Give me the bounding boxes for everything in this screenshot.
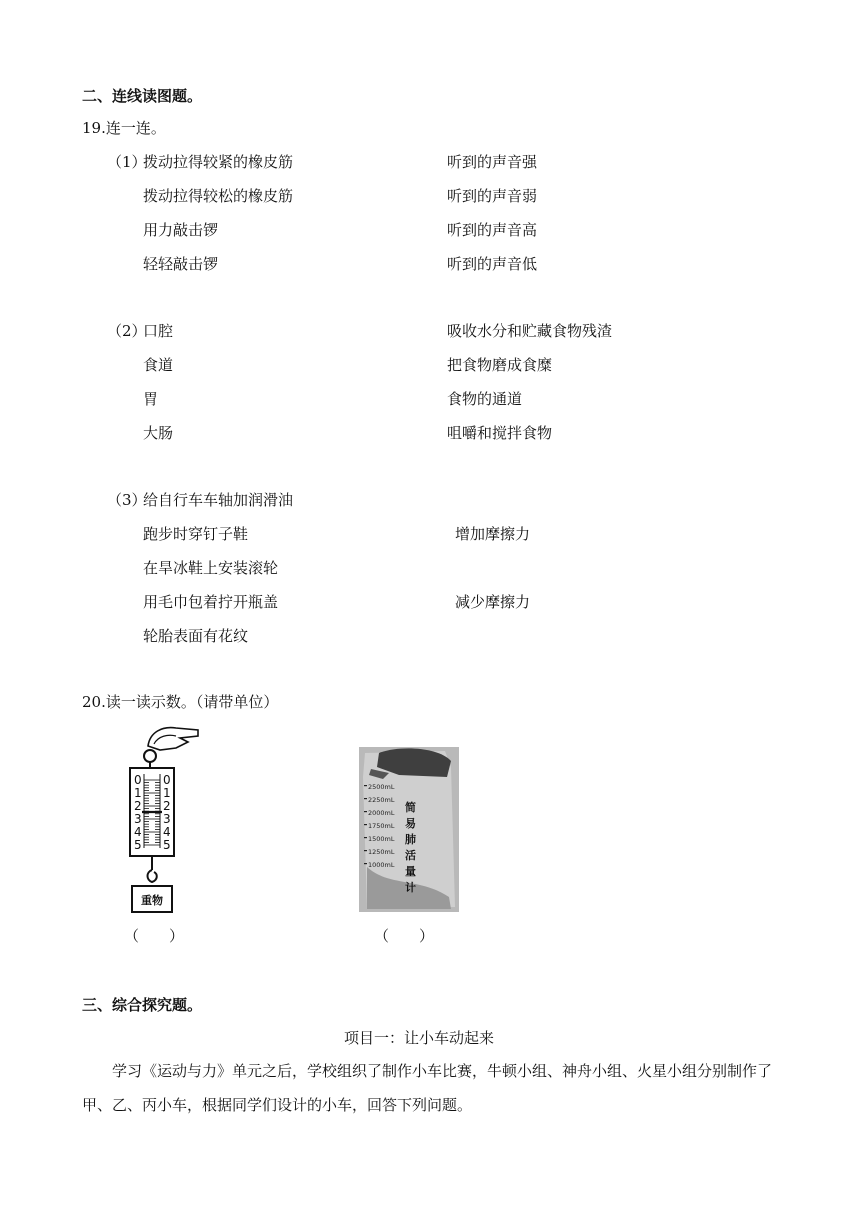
group1-right-item[interactable]: 听到的声音弱 xyxy=(447,187,538,205)
group2-right-item[interactable]: 把食物磨成食糜 xyxy=(447,356,553,374)
group3-left-item[interactable]: 给自行车车轴加润滑油 xyxy=(143,491,294,509)
scale-tick-label: 1 xyxy=(163,786,171,800)
lung-vertical-label: 易 xyxy=(405,817,416,830)
project-title: 项目一：让小车动起来 xyxy=(344,1029,495,1047)
lung-vertical-label: 量 xyxy=(405,865,416,878)
group1-left-item[interactable]: 轻轻敲击锣 xyxy=(143,255,219,273)
group1-left-item[interactable]: 用力敲击锣 xyxy=(143,221,219,239)
group2-right-item[interactable]: 吸收水分和贮藏食物残渣 xyxy=(447,322,613,340)
lung-tick-label: 1750mL xyxy=(368,822,395,830)
group2-right-item[interactable]: 食物的通道 xyxy=(447,390,523,408)
scale-tick-label: 5 xyxy=(134,838,142,852)
group3-left-item[interactable]: 用毛巾包着拧开瓶盖 xyxy=(143,593,279,611)
scale-tick-label: 0 xyxy=(134,773,142,787)
q20-label: 20.读一读示数。（请带单位） xyxy=(82,693,279,711)
scale-tick-label: 2 xyxy=(163,799,171,813)
section2-heading: 二、连线读图题。 xyxy=(82,87,203,105)
lung-tick-mark xyxy=(364,811,367,812)
group3-left-item[interactable]: 跑步时穿钉子鞋 xyxy=(143,525,249,543)
group3-right-item[interactable]: 增加摩擦力 xyxy=(455,525,531,543)
group3-number: （3） xyxy=(107,491,147,509)
lung-tick-mark xyxy=(364,785,367,786)
scale-tick-label: 0 xyxy=(163,773,171,787)
group1-right-item[interactable]: 听到的声音高 xyxy=(447,221,538,239)
lung-capacity-meter-figure xyxy=(359,747,459,912)
lung-vertical-label: 活 xyxy=(405,849,416,862)
q19-label: 19.连一连。 xyxy=(82,119,166,137)
group2-left-item[interactable]: 食道 xyxy=(143,356,174,374)
lung-tick-label: 2500mL xyxy=(368,783,395,791)
group1-right-item[interactable]: 听到的声音强 xyxy=(447,153,538,171)
lung-tick-label: 2000mL xyxy=(368,809,395,817)
scale-tick-label: 5 xyxy=(163,838,171,852)
scale-tick-label: 1 xyxy=(134,786,142,800)
scale-answer-blank[interactable]: （ ） xyxy=(124,927,185,945)
group2-right-item[interactable]: 咀嚼和搅拌食物 xyxy=(447,424,553,442)
group1-right-item[interactable]: 听到的声音低 xyxy=(447,255,538,273)
scale-tick-label: 3 xyxy=(163,812,171,826)
lung-tick-mark xyxy=(364,824,367,825)
lung-vertical-label: 肺 xyxy=(405,833,416,846)
lung-tick-label: 1000mL xyxy=(368,861,395,869)
group1-left-item[interactable]: 拨动拉得较紧的橡皮筋 xyxy=(143,153,294,171)
scale-tick-label: 2 xyxy=(134,799,142,813)
spring-scale-figure xyxy=(118,722,208,918)
lung-answer-blank[interactable]: （ ） xyxy=(374,927,435,945)
lung-tick-label: 1500mL xyxy=(368,835,395,843)
lung-tick-mark xyxy=(364,837,367,838)
group3-right-item[interactable]: 减少摩擦力 xyxy=(455,593,531,611)
scale-tick-label: 4 xyxy=(163,825,171,839)
lung-vertical-label: 简 xyxy=(405,801,416,814)
lung-tick-mark xyxy=(364,850,367,851)
section3-heading: 三、综合探究题。 xyxy=(82,996,203,1014)
intro-paragraph: 学习《运动与力》单元之后，学校组织了制作小车比赛，牛顿小组、神舟小组、火星小组分别制作了甲、乙、丙小车，根据同学们设计的小车，回答下列问题。 xyxy=(82,1062,773,1114)
lung-vertical-label: 计 xyxy=(405,881,416,894)
group1-left-item[interactable]: 拨动拉得较松的橡皮筋 xyxy=(143,187,294,205)
group1-number: （1） xyxy=(107,153,147,171)
lung-tick-label: 1250mL xyxy=(368,848,395,856)
group3-left-item[interactable]: 在旱冰鞋上安装滚轮 xyxy=(143,559,279,577)
lung-tick-mark xyxy=(364,863,367,864)
scale-tick-label: 4 xyxy=(134,825,142,839)
group2-number: （2） xyxy=(107,322,147,340)
group2-left-item[interactable]: 大肠 xyxy=(143,424,174,442)
weight-label: 重物 xyxy=(141,894,163,907)
lung-tick-label: 2250mL xyxy=(368,796,395,804)
group2-left-item[interactable]: 口腔 xyxy=(143,322,174,340)
group2-left-item[interactable]: 胃 xyxy=(143,390,159,408)
scale-tick-label: 3 xyxy=(134,812,142,826)
lung-tick-mark xyxy=(364,798,367,799)
group3-left-item[interactable]: 轮胎表面有花纹 xyxy=(143,627,249,645)
